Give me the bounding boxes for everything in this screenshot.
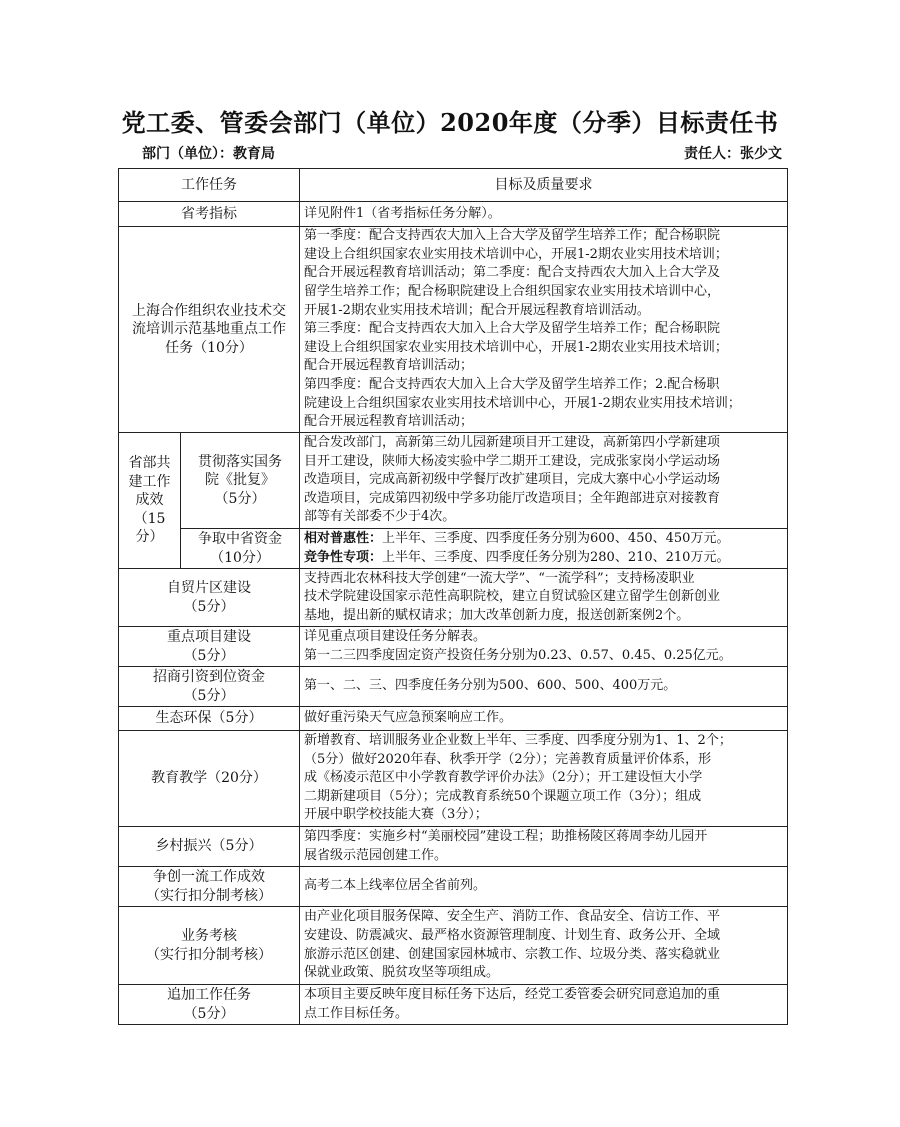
subtask-cell bbox=[181, 529, 300, 569]
content-cell bbox=[300, 569, 788, 627]
table-row bbox=[119, 529, 788, 569]
task-cell: 乡村振兴（5分） bbox=[119, 827, 300, 867]
task-line: （实行扣分制考核） bbox=[146, 887, 272, 904]
line-text: 上半年、三季度、四季度任务分别为600、450、450万元。 bbox=[382, 530, 730, 546]
content-line: 开展中职学校技能大赛（3分）； bbox=[304, 807, 488, 823]
table-row bbox=[119, 227, 788, 433]
task-line: （实行扣分制考核） bbox=[146, 946, 272, 963]
task-line: 建工作 bbox=[128, 473, 171, 490]
task-line: （5分） bbox=[183, 647, 235, 664]
content-cell bbox=[300, 202, 788, 227]
table-header-row bbox=[119, 169, 788, 202]
header-task: 工作任务 bbox=[119, 169, 300, 202]
content-line: 高考二本上线率位居全省前列。 bbox=[304, 878, 487, 894]
content-line: 第四季度：实施乡村“美丽校园”建设工程；助推杨陵区蒋周李幼儿园开 bbox=[304, 828, 708, 844]
department-label: 部门（单位）：教育局 bbox=[142, 146, 275, 162]
content-cell bbox=[300, 707, 788, 731]
task-line: （5分） bbox=[214, 490, 266, 507]
document-title: 党工委、管委会部门（单位）2020年度（分季）目标责任书 bbox=[121, 108, 779, 137]
task-line: 重点项目建设 bbox=[167, 628, 251, 645]
content-cell bbox=[300, 433, 788, 529]
content-line: 安建设、防震减灾、最严格水资源管理制度、计划生育、政务公开、全域 bbox=[304, 927, 721, 943]
task-line: 争取中省资金 bbox=[198, 530, 282, 547]
task-line: （10分） bbox=[210, 549, 270, 566]
content-cell bbox=[300, 667, 788, 707]
line-text: 上半年、三季度、四季度任务分别为280、210、210万元。 bbox=[382, 549, 730, 565]
task-line: 自贸片区建设 bbox=[167, 579, 251, 596]
content-line: 第四季度：配合支持西农大加入上合大学及留学生培养工作；2.配合杨职 bbox=[304, 376, 720, 392]
responsibility-table bbox=[118, 168, 788, 1025]
content-line: 配合发改部门，高新第三幼儿园新建项目开工建设，高新第四小学新建项 bbox=[304, 435, 721, 451]
content-line: 改造项目，完成第四初级中学多功能厅改造项目；全年跑部进京对接教育 bbox=[304, 490, 721, 506]
content-line bbox=[304, 530, 783, 549]
task-cell: 省考指标 bbox=[119, 202, 300, 227]
content-line: 留学生培养工作；配合杨职院建设上合组织国家农业实用技术培训中心， bbox=[304, 284, 721, 300]
task-line: （5分） bbox=[183, 598, 235, 615]
task-line: 招商引资到位资金 bbox=[153, 668, 265, 685]
table-row bbox=[119, 433, 788, 529]
task-line: （15 bbox=[133, 510, 166, 527]
task-line: 分） bbox=[135, 529, 164, 546]
content-line: 开展1-2期农业实用技术培训；配合开展远程教育培训活动。 bbox=[304, 302, 650, 318]
subtask-cell bbox=[181, 433, 300, 529]
content-line: 部等有关部委不少于4次。 bbox=[304, 509, 456, 525]
content-line: 第一、二、三、四季度任务分别为500、600、500、400万元。 bbox=[304, 678, 677, 694]
task-line: 任务（10分） bbox=[165, 339, 253, 356]
task-cell bbox=[119, 985, 300, 1025]
task-cell bbox=[119, 569, 300, 627]
task-cell: 生态环保（5分） bbox=[119, 707, 300, 731]
content-cell bbox=[300, 867, 788, 907]
line-label: 相对普惠性： bbox=[304, 530, 383, 546]
table-row bbox=[119, 627, 788, 667]
line-label: 竞争性专项： bbox=[304, 549, 383, 565]
table-row bbox=[119, 827, 788, 867]
content-cell bbox=[300, 731, 788, 827]
content-line: 展省级示范园创建工作。 bbox=[304, 847, 448, 863]
task-line: 院《批复》 bbox=[205, 472, 275, 489]
task-line: 成效 bbox=[135, 492, 164, 509]
task-line: 贯彻落实国务 bbox=[198, 453, 282, 470]
table-row bbox=[119, 707, 788, 731]
content-line: 配合开展远程教育培训活动；第二季度：配合支持西农大加入上合大学及 bbox=[304, 265, 721, 281]
table-row bbox=[119, 985, 788, 1025]
content-line: 详见重点项目建设任务分解表。 bbox=[304, 628, 487, 644]
content-line: 配合开展远程教育培训活动； bbox=[304, 414, 474, 430]
task-cell bbox=[119, 227, 300, 433]
content-line: 成《杨凌示范区中小学教育教学评价办法》（2分）；开工建设恒大小学 bbox=[304, 770, 703, 786]
content-line: 详见附件1（省考指标任务分解）。 bbox=[304, 205, 501, 221]
content-cell bbox=[300, 529, 788, 569]
task-line: 省部共 bbox=[128, 455, 171, 472]
content-line: 第一二三四季度固定资产投资任务分别为0.23、0.57、0.45、0.25亿元。 bbox=[304, 647, 732, 663]
task-cell bbox=[119, 667, 300, 707]
content-line: 保就业政策、脱贫攻坚等项组成。 bbox=[304, 965, 500, 981]
content-cell bbox=[300, 227, 788, 433]
content-line: 目开工建设，陕师大杨凌实验中学二期开工建设，完成张家岗小学运动场 bbox=[304, 453, 721, 469]
task-line: 业务考核 bbox=[181, 927, 237, 944]
task-line: 上海合作组织农业技术交 bbox=[132, 302, 286, 319]
table-row bbox=[119, 667, 788, 707]
content-line: 做好重污染天气应急预案响应工作。 bbox=[304, 710, 513, 726]
content-line: 建设上合组织国家农业实用技术培训中心，开展1-2期农业实用技术培训； bbox=[304, 339, 728, 355]
content-cell bbox=[300, 907, 788, 985]
table-row bbox=[119, 867, 788, 907]
content-line: 配合开展远程教育培训活动； bbox=[304, 358, 474, 374]
task-line: （5分） bbox=[183, 1005, 235, 1022]
content-line: 支持西北农林科技大学创建“一流大学”、“一流学科”；支持杨凌职业 bbox=[304, 570, 695, 586]
content-cell bbox=[300, 627, 788, 667]
content-line: 旅游示范区创建、创建国家园林城市、宗教工作、垃圾分类、落实稳就业 bbox=[304, 946, 721, 962]
content-line: 第三季度：配合支持西农大加入上合大学及留学生培养工作；配合杨职院 bbox=[304, 321, 721, 337]
content-line: 基地，提出新的赋权请求；加大改革创新力度，报送创新案例2个。 bbox=[304, 607, 690, 623]
task-line: 流培训示范基地重点工作 bbox=[132, 321, 286, 338]
task-line: 争创一流工作成效 bbox=[153, 868, 265, 885]
content-cell bbox=[300, 985, 788, 1025]
task-cell bbox=[119, 627, 300, 667]
table-row bbox=[119, 731, 788, 827]
content-line: 建设上合组织国家农业实用技术培训中心，开展1-2期农业实用技术培训； bbox=[304, 246, 728, 262]
group-task-cell bbox=[119, 433, 181, 569]
responsible-person: 责任人：张少文 bbox=[684, 146, 782, 162]
content-line: （5分）做好2020年春、秋季开学（2分）；完善教育质量评价体系，形 bbox=[304, 751, 712, 767]
header-requirements: 目标及质量要求 bbox=[300, 169, 788, 202]
content-line: 新增教育、培训服务业企业数上半年、三季度、四季度分别为1、1、2个； bbox=[304, 733, 732, 749]
table-row bbox=[119, 569, 788, 627]
task-cell: 教育教学（20分） bbox=[119, 731, 300, 827]
table-row bbox=[119, 907, 788, 985]
content-cell bbox=[300, 827, 788, 867]
content-line: 院建设上合组织国家农业实用技术培训中心，开展1-2期农业实用技术培训； bbox=[304, 395, 741, 411]
content-line: 技术学院建设国家示范性高职院校，建立自贸试验区建立留学生创新创业 bbox=[304, 589, 721, 605]
content-line: 第一季度：配合支持西农大加入上合大学及留学生培养工作；配合杨职院 bbox=[304, 228, 721, 244]
task-cell bbox=[119, 867, 300, 907]
task-cell bbox=[119, 907, 300, 985]
content-line: 改造项目，完成高新初级中学餐厅改扩建项目，完成大寨中心小学运动场 bbox=[304, 472, 721, 488]
content-line bbox=[304, 549, 783, 568]
task-line: （5分） bbox=[183, 687, 235, 704]
content-line: 由产业化项目服务保障、安全生产、消防工作、食品安全、信访工作、平 bbox=[304, 909, 721, 925]
table-row bbox=[119, 202, 788, 227]
content-line: 二期新建项目（5分）；完成教育系统50个课题立项工作（3分）；组成 bbox=[304, 788, 702, 804]
content-line: 点工作目标任务。 bbox=[304, 1005, 409, 1021]
content-line: 本项目主要反映年度目标任务下达后，经党工委管委会研究同意追加的重 bbox=[304, 986, 721, 1002]
task-line: 追加工作任务 bbox=[167, 986, 251, 1003]
